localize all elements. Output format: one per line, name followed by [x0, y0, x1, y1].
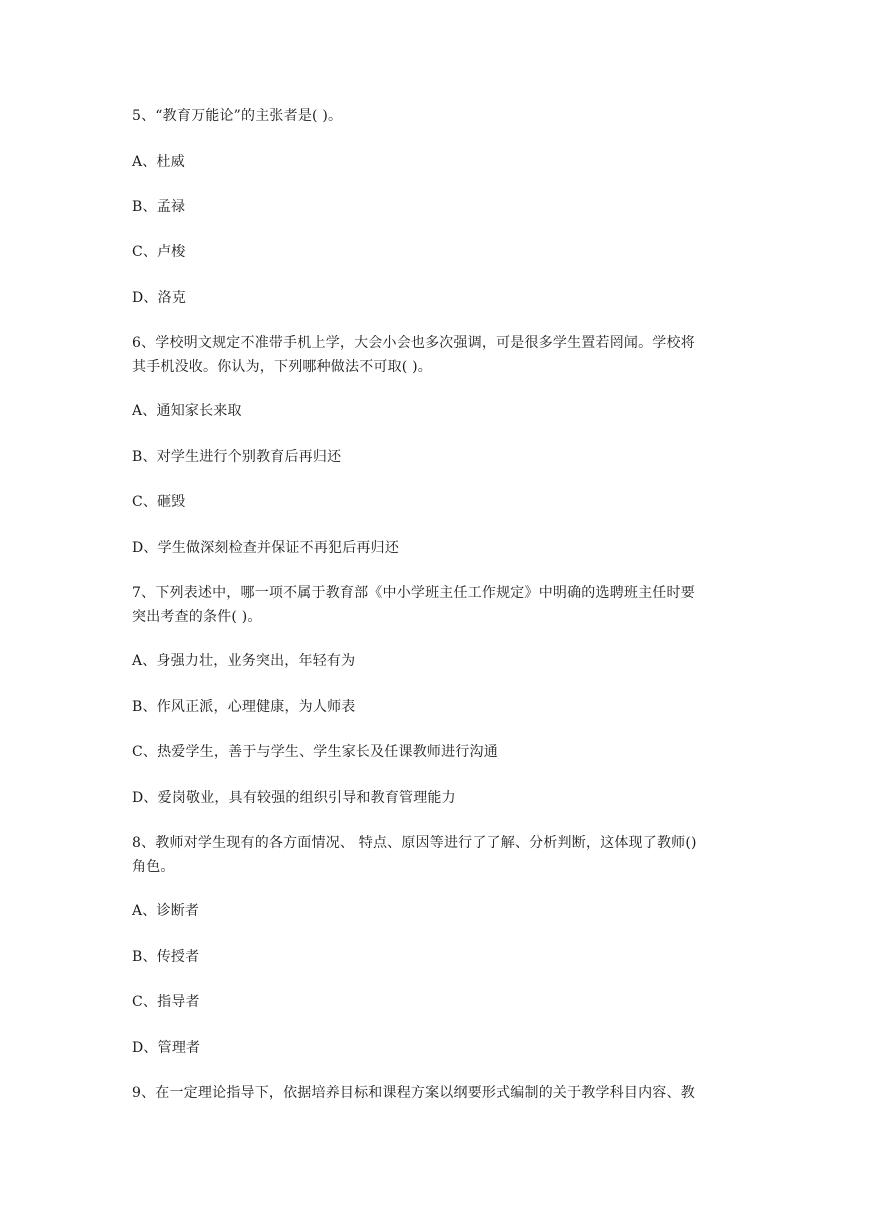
question-5-option-b: B、孟禄 — [132, 199, 186, 215]
question-6-option-d: D、学生做深刻检查并保证不再犯后再归还 — [132, 540, 400, 556]
question-7-option-d: D、爱岗敬业，具有较强的组织引导和教育管理能力 — [132, 790, 456, 806]
question-8-option-c: C、指导者 — [132, 994, 200, 1010]
question-6-option-c: C、砸毁 — [132, 494, 186, 510]
question-6-stem-line-2: 其手机没收。你认为，下列哪种做法不可取( )。 — [132, 359, 432, 375]
question-6-stem-line-1: 6、学校明文规定不准带手机上学，大会小会也多次强调，可是很多学生置若罔闻。学校将 — [132, 335, 695, 351]
question-7-stem-line-1: 7、下列表述中，哪一项不属于教育部《中小学班主任工作规定》中明确的选聘班主任时要 — [132, 585, 695, 601]
question-5-option-c: C、卢梭 — [132, 244, 186, 260]
question-7-option-b: B、作风正派，心理健康，为人师表 — [132, 699, 356, 715]
question-5-option-d: D、洛克 — [132, 290, 187, 306]
question-7-stem-line-2: 突出考查的条件( )。 — [132, 609, 262, 625]
question-6-option-a: A、通知家长来取 — [132, 403, 242, 419]
question-7-option-c: C、热爱学生，善于与学生、学生家长及任课教师进行沟通 — [132, 744, 498, 760]
question-8-stem-line-2: 角色。 — [132, 859, 175, 875]
question-9-stem-line-1: 9、在一定理论指导下，依据培养目标和课程方案以纲要形式编制的关于教学科目内容、教 — [132, 1085, 695, 1101]
question-8-option-b: B、传授者 — [132, 949, 200, 965]
question-5-stem: 5、“教育万能论”的主张者是( )。 — [132, 108, 343, 124]
question-6-option-b: B、对学生进行个别教育后再归还 — [132, 449, 342, 465]
question-7-option-a: A、身强力壮，业务突出，年轻有为 — [132, 653, 356, 669]
question-5-option-a: A、杜威 — [132, 154, 185, 170]
question-8-option-a: A、诊断者 — [132, 903, 200, 919]
question-8-option-d: D、管理者 — [132, 1040, 201, 1056]
question-8-stem-line-1: 8、教师对学生现有的各方面情况、 特点、原因等进行了了解、分析判断，这体现了教师() — [132, 835, 697, 851]
